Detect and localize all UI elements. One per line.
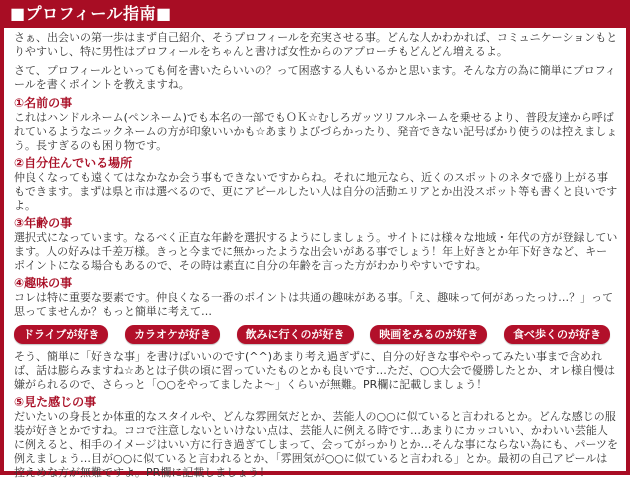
section-body-hobby-continued: そう、簡単に「好きな事」を書けばいいのです(^^)あまり考え過ぎずに、自分の好きな事ややってみたい事まで含めれば、話は膨らみますね☆あとは子供の頃に習っていたものとかも良いです…ただ、○○大会で優勝したとか、オレ様自慢は嫌がられるので、さらっと「○○をやってましたよ～」くらいが無難。PR欄に記載しましょう！	[14, 350, 616, 391]
panel-title: ■プロフィール指南■	[10, 4, 172, 23]
hobby-tag-food: 食べ歩くのが好き	[504, 325, 610, 344]
hobby-tag-karaoke: カラオケが好き	[125, 325, 220, 344]
intro-paragraph: さぁ、出会いの第一歩はまず自己紹介、そうプロフィールを充実させる事。どんな人かわかれば、コミュニケーションもとりやすいし、特に男性はプロフィールをちゃんと書けば女性からのアプローチもどんどん増えるよ。	[14, 31, 618, 58]
hobby-tag-drive: ドライブが好き	[14, 325, 108, 344]
section-heading-hobby: ④趣味の事	[14, 276, 73, 290]
hobby-tag-movies: 映画をみるのが好き	[370, 325, 487, 344]
section-body-name: これはハンドルネーム(ペンネーム)でも本名の一部でもＯＫ☆むしろガッツリフルネームを乗せるより、普段友達から呼ばれているようなニックネームの方が印象いいかも☆あまりよびづらかったり、発音できない記号ばかり使うのは控えましょう。長すぎるのも困り物です。	[14, 111, 618, 152]
section-heading-appearance: ⑤見た感じの事	[14, 395, 97, 409]
section-body-hobby: コレは特に重要な要素です。仲良くなる一番のポイントは共通の趣味がある事。「え、趣味って何があったっけ…？」って思ってませんか？もっと簡単に考えて…	[14, 291, 614, 318]
guide-content	[4, 28, 626, 479]
section-heading-age: ③年齢の事	[14, 216, 73, 230]
hobby-example-tags	[14, 325, 618, 344]
section-body-age: 選択式になっています。なるべく正直な年齢を選択するようにしましょう。サイトには様々な地域・年代の方が登録しています。人の好みは千差万様。きっと今までに無かったような出会いがある事でしょう！年上好きとか年下好きなど、キーポイントになる場合もあるので、その時は素直に自分の年齢を言った方がわかりやすいですね。	[14, 231, 618, 272]
section-heading-location: ②自分住んでいる場所	[14, 156, 133, 170]
hobby-tag-drinking: 飲みに行くのが好き	[237, 325, 354, 344]
section-body-appearance: だいたいの身長とか体重的なスタイルや、どんな雰囲気だとか、芸能人の○○に似ていると言われるとか。どんな感じの服装が好きとかですね。ココで注意しないといけない点は、芸能人に例える時です…あまりにカッコいい、かわいい芸能人に例えると、相手のイメージはいい方に行き過ぎてしまって、会ってがっかりとか…そんな事にならない為にも、パーツを例えましょう…目が○○に似ていると言われるとか、「雰囲気が○○に似ていると言われる」とか。最初の自己アピールは控えめな方が無難ですよ。PR欄に記載しましょう！	[14, 410, 619, 479]
section-heading-name: ①名前の事	[14, 96, 73, 110]
intro-paragraph: さて、プロフィールといっても何を書いたらいいの？って困惑する人もいるかと思います。そんな方の為に簡単にプロフィールを書くポイントを教えますね。	[14, 64, 616, 91]
section-body-location: 仲良くなっても遠くてはなかなか会う事もできないですからね。それに地元なら、近くのスポットのネタで盛り上がる事もできます。まずは県と市は選べるので、更にアピールしたい人は自分の活動エリアとか出没スポット等も書くと良いですよ。	[14, 171, 618, 212]
